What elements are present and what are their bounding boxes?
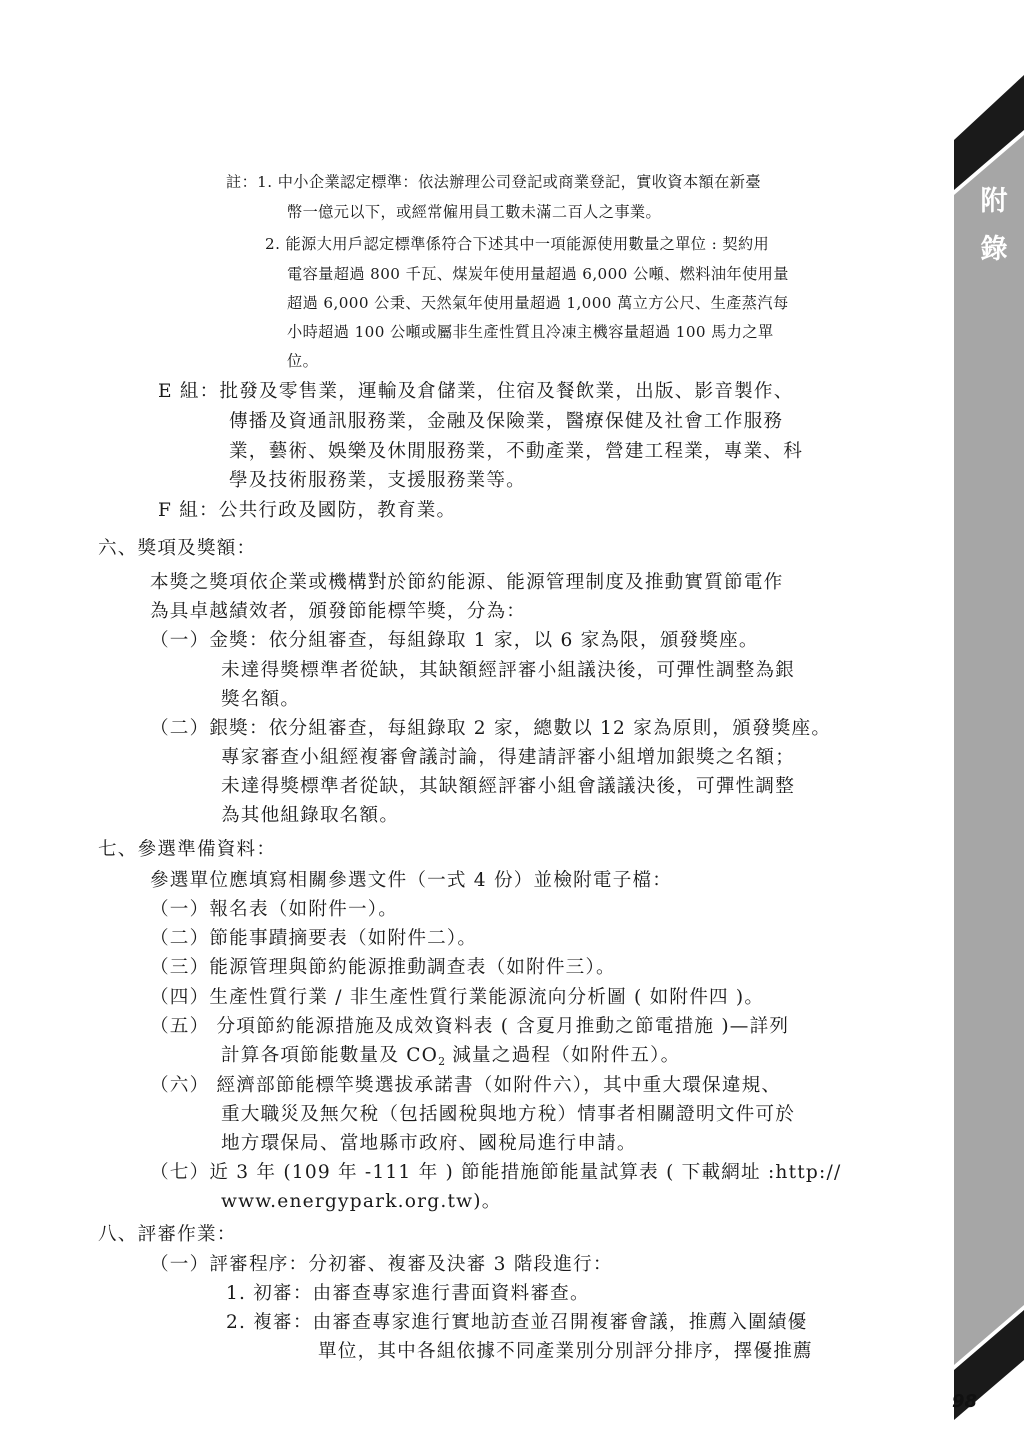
gold-award-line: 獎名額。	[221, 689, 301, 710]
section-6-intro: 本獎之獎項依企業或機構對於節約能源、能源管理制度及推動實質節電作	[150, 572, 784, 593]
document-list-item: （七）近 3 年 (109 年 -111 年 ) 節能措施節能量試算表 ( 下載網址 :http://	[150, 1162, 842, 1183]
note-line: 小時超過 100 公噸或屬非生產性質且冷凍主機容量超過 100 馬力之單	[287, 323, 774, 341]
document-list-item-cont: 地方環保局、當地縣市政府、國稅局進行申請。	[221, 1133, 637, 1154]
co2-text: 計算各項節能數量及 CO	[221, 1045, 439, 1066]
document-list-item: （三）能源管理與節約能源推動調查表（如附件三）。	[150, 957, 616, 978]
section-7-intro: 參選單位應填寫相關參選文件（一式 4 份）並檢附電子檔：	[150, 870, 673, 891]
review-step: 1. 初審：由審查專家進行書面資料審查。	[226, 1283, 590, 1304]
note-line: 幣一億元以下，或經常僱用員工數未滿二百人之事業。	[287, 203, 662, 221]
document-list-item-cont	[221, 1041, 680, 1068]
gold-award-line: （一）金獎：依分組審查，每組錄取 1 家，以 6 家為限，頒發獎座。	[150, 630, 759, 651]
note-line: 2. 能源大用戶認定標準係符合下述其中一項能源使用數量之單位 : 契約用	[265, 235, 770, 253]
document-list-item: （二）節能事蹟摘要表（如附件二）。	[150, 928, 478, 949]
note-line: 超過 6,000 公秉、天然氣年使用量超過 1,000 萬立方公尺、生產蒸汽每	[287, 294, 789, 312]
group-e-line: 學及技術服務業，支援服務業等。	[229, 470, 526, 491]
document-list-item: （四）生產性質行業 / 非生產性質行業能源流向分析圖 ( 如附件四 )。	[150, 987, 765, 1008]
silver-award-line: 專家審查小組經複審會議討論，得建請評審小組增加銀獎之名額；	[221, 747, 796, 768]
section-6-heading: 六、獎項及獎額：	[98, 538, 257, 559]
document-list-item: （五） 分項節約能源措施及成效資料表 ( 含夏月推動之節電措施 )—詳列	[150, 1016, 790, 1037]
silver-award-line: 為其他組錄取名額。	[221, 805, 400, 826]
section-6-intro: 為具卓越績效者，頒發節能標竿獎，分為：	[150, 601, 527, 622]
note-line: 位。	[287, 352, 319, 370]
group-e-line: 業，藝術、娛樂及休閒服務業，不動產業，營建工程業，專業、科	[229, 441, 804, 462]
silver-award-line: 未達得獎標準者從缺，其缺額經評審小組會議議決後，可彈性調整	[221, 776, 796, 797]
group-f-line: F 組：公共行政及國防，教育業。	[158, 500, 457, 521]
section-7-heading: 七、參選準備資料：	[98, 839, 277, 860]
co2-subscript: 2	[438, 1055, 446, 1068]
download-url: www.energypark.org.tw)。	[221, 1191, 502, 1212]
document-list-item: （六） 經濟部節能標竿獎選拔承諾書（如附件六），其中重大環保違規、	[150, 1075, 782, 1096]
silver-award-line: （二）銀獎：依分組審查，每組錄取 2 家，總數以 12 家為原則，頒發獎座。	[150, 718, 832, 739]
note-line: 電容量超過 800 千瓦、煤炭年使用量超過 6,000 公噸、燃料油年使用量	[287, 265, 789, 283]
document-list-item-cont: 重大職災及無欠稅（包括國稅與地方稅）情事者相關證明文件可於	[221, 1104, 796, 1125]
review-procedure: （一）評審程序：分初審、複審及決審 3 階段進行：	[150, 1254, 613, 1275]
page-number: 98	[952, 1391, 978, 1412]
section-8-heading: 八、評審作業：	[98, 1224, 237, 1245]
document-list-item: （一）報名表（如附件一）。	[150, 899, 399, 920]
note-line: 註：1. 中小企業認定標準：依法辦理公司登記或商業登記，實收資本額在新臺	[226, 173, 761, 191]
gold-award-line: 未達得獎標準者從缺，其缺額經評審小組議決後，可彈性調整為銀	[221, 660, 796, 681]
group-e-line: 傳播及資通訊服務業，金融及保險業，醫療保健及社會工作服務	[229, 411, 784, 432]
review-step: 2. 複審：由審查專家進行實地訪查並召開複審會議，推薦入圍績優	[226, 1312, 808, 1333]
group-e-line: E 組：批發及零售業，運輸及倉儲業，住宿及餐飲業，出版、影音製作、	[158, 381, 794, 402]
appendix-label: 附 錄	[980, 186, 1008, 265]
co2-text-tail: 減量之過程（如附件五）。	[445, 1045, 681, 1066]
review-step-cont: 單位，其中各組依據不同產業別分別評分排序，擇優推薦	[318, 1341, 813, 1362]
